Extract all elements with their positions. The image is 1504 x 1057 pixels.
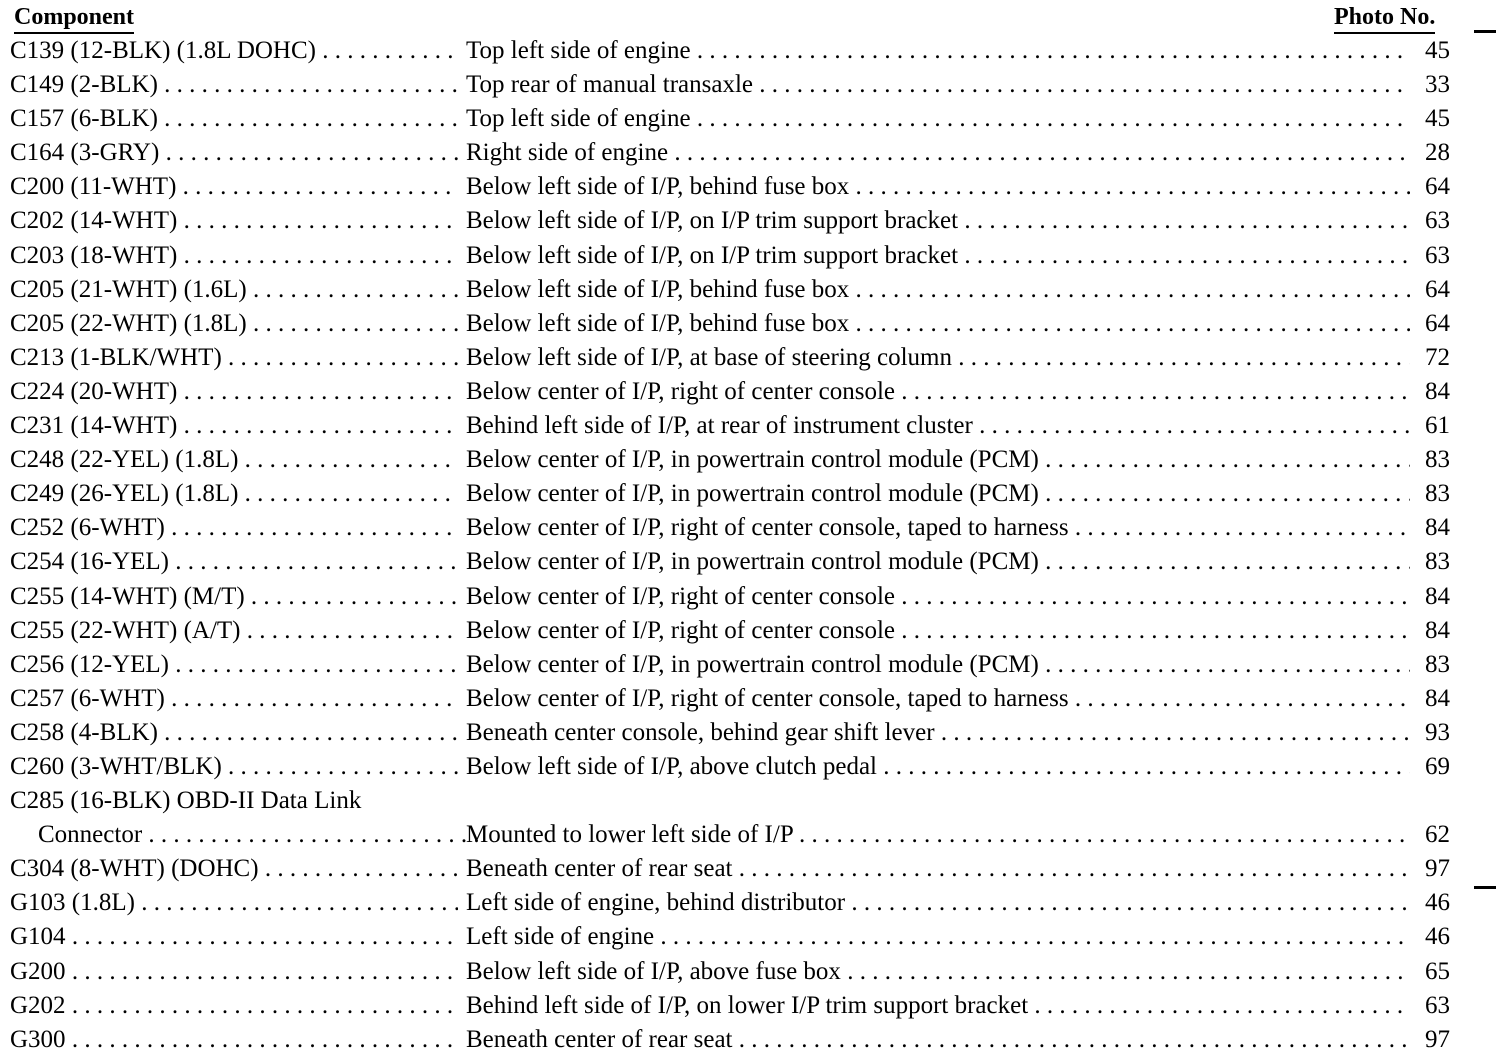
- component-cell: C213 (1-BLK/WHT) . . .: [10, 341, 458, 375]
- photo-number-column-header: Photo No.: [1334, 2, 1435, 34]
- component-cell: G200 . . .: [10, 955, 458, 989]
- location-cell: Below center of I/P, in powertrain control module (PCM) . . .: [466, 648, 1410, 682]
- table-row: [0, 716, 1504, 750]
- component-location-list: [0, 34, 1504, 1057]
- table-row: [0, 102, 1504, 136]
- component-cell: C231 (14-WHT) . . .: [10, 409, 458, 443]
- table-row: [0, 375, 1504, 409]
- component-cell: C205 (22-WHT) (1.8L) . . .: [10, 307, 458, 341]
- component-cell: C139 (12-BLK) (1.8L DOHC) . . .: [10, 34, 458, 68]
- component-cell: C203 (18-WHT) . . .: [10, 239, 458, 273]
- table-row: [0, 170, 1504, 204]
- table-row: [0, 784, 1504, 818]
- photo-number-cell: 33: [1425, 71, 1450, 99]
- component-cell: C255 (14-WHT) (M/T) . . .: [10, 580, 458, 614]
- table-row: [0, 886, 1504, 920]
- photo-number-cell: 72: [1425, 343, 1450, 371]
- component-cell: C202 (14-WHT) . . .: [10, 204, 458, 238]
- location-cell: Top rear of manual transaxle . . .: [466, 68, 1410, 102]
- photo-number-cell: 46: [1425, 923, 1450, 951]
- photo-number-cell: 45: [1425, 37, 1450, 64]
- location-cell: Below center of I/P, in powertrain control module (PCM) . . .: [466, 477, 1410, 511]
- photo-number-cell: 93: [1425, 718, 1450, 746]
- table-row: [0, 511, 1504, 545]
- component-cell: C164 (3-GRY) . . .: [10, 136, 458, 170]
- component-cell: C255 (22-WHT) (A/T) . . .: [10, 614, 458, 648]
- component-cell: C252 (6-WHT) . . .: [10, 511, 458, 545]
- component-cell: C224 (20-WHT) . . .: [10, 375, 458, 409]
- margin-tick-mark: [1474, 30, 1496, 33]
- location-cell: Below center of I/P, in powertrain control module (PCM) . . .: [466, 545, 1410, 579]
- photo-number-cell: 63: [1425, 207, 1450, 235]
- photo-number-cell: 84: [1425, 377, 1450, 405]
- location-cell: Below left side of I/P, above clutch pedal . . .: [466, 750, 1410, 784]
- location-cell: Below left side of I/P, behind fuse box . . .: [466, 273, 1410, 307]
- photo-number-cell: 83: [1425, 650, 1450, 678]
- component-column-header: Component: [14, 2, 134, 34]
- location-cell: Below center of I/P, right of center console . . .: [466, 375, 1410, 409]
- component-cell: G103 (1.8L) . . .: [10, 886, 458, 920]
- table-row: [0, 545, 1504, 579]
- table-row: [0, 955, 1504, 989]
- location-cell: Below center of I/P, right of center console . . .: [466, 580, 1410, 614]
- location-cell: Below left side of I/P, on I/P trim support bracket . . .: [466, 204, 1410, 238]
- component-cell: C258 (4-BLK) . . .: [10, 716, 458, 750]
- component-cell: C304 (8-WHT) (DOHC) . . .: [10, 852, 458, 886]
- photo-number-cell: 69: [1425, 752, 1450, 780]
- table-row: [0, 852, 1504, 886]
- photo-number-cell: 64: [1425, 275, 1450, 303]
- component-cell: C257 (6-WHT) . . .: [10, 682, 458, 716]
- photo-number-cell: 63: [1425, 241, 1450, 269]
- table-row: [0, 239, 1504, 273]
- table-row: [0, 68, 1504, 102]
- location-cell: [466, 784, 1410, 818]
- photo-number-cell: 45: [1425, 105, 1450, 133]
- location-cell: Beneath center of rear seat . . .: [466, 852, 1410, 886]
- component-cell: C254 (16-YEL) . . .: [10, 545, 458, 579]
- location-cell: Below left side of I/P, on I/P trim support bracket . . .: [466, 239, 1410, 273]
- component-cell: C205 (21-WHT) (1.6L) . . .: [10, 273, 458, 307]
- table-row: [0, 34, 1504, 68]
- photo-number-cell: 63: [1425, 991, 1450, 1019]
- component-cell: Connector . . .: [10, 818, 486, 852]
- table-row: [0, 989, 1504, 1023]
- photo-number-cell: 62: [1425, 821, 1450, 849]
- location-cell: Mounted to lower left side of I/P . . .: [466, 818, 1410, 852]
- table-row: [0, 750, 1504, 784]
- location-cell: Below left side of I/P, at base of steering column . . .: [466, 341, 1410, 375]
- photo-number-cell: 64: [1425, 309, 1450, 337]
- photo-number-cell: 84: [1425, 514, 1450, 542]
- photo-number-cell: 83: [1425, 548, 1450, 576]
- table-row: [0, 614, 1504, 648]
- table-row: [0, 136, 1504, 170]
- table-row: [0, 648, 1504, 682]
- component-cell: C248 (22-YEL) (1.8L) . . .: [10, 443, 458, 477]
- location-cell: Top left side of engine . . .: [466, 34, 1410, 68]
- component-cell: C200 (11-WHT) . . .: [10, 170, 458, 204]
- location-cell: Below left side of I/P, behind fuse box . . .: [466, 170, 1410, 204]
- table-row: [0, 477, 1504, 511]
- component-cell: G300 . . .: [10, 1023, 458, 1057]
- photo-number-cell: 28: [1425, 139, 1450, 167]
- photo-number-cell: 61: [1425, 412, 1450, 440]
- component-cell: C285 (16-BLK) OBD-II Data Link: [10, 787, 362, 815]
- component-cell: C249 (26-YEL) (1.8L) . . .: [10, 477, 458, 511]
- location-cell: Right side of engine . . .: [466, 136, 1410, 170]
- photo-number-cell: 83: [1425, 480, 1450, 508]
- table-row: [0, 682, 1504, 716]
- location-cell: Left side of engine, behind distributor . . .: [466, 886, 1410, 920]
- photo-number-cell: 84: [1425, 684, 1450, 712]
- table-row: [0, 273, 1504, 307]
- photo-number-cell: [1410, 784, 1450, 818]
- component-cell: C149 (2-BLK) . . .: [10, 68, 458, 102]
- table-row: [0, 341, 1504, 375]
- photo-number-cell: 65: [1425, 957, 1450, 985]
- table-row: [0, 409, 1504, 443]
- photo-number-cell: 84: [1425, 582, 1450, 610]
- location-cell: Below left side of I/P, behind fuse box . . .: [466, 307, 1410, 341]
- location-cell: Below center of I/P, right of center console . . .: [466, 614, 1410, 648]
- location-cell: Beneath center console, behind gear shift lever . . .: [466, 716, 1410, 750]
- component-cell: C260 (3-WHT/BLK) . . .: [10, 750, 458, 784]
- location-cell: Beneath center of rear seat . . .: [466, 1023, 1410, 1057]
- table-row: [0, 580, 1504, 614]
- table-row: [0, 818, 1504, 852]
- table-row: [0, 1023, 1504, 1057]
- photo-number-cell: 83: [1425, 446, 1450, 474]
- photo-number-cell: 97: [1425, 855, 1450, 883]
- photo-number-cell: 97: [1425, 1025, 1450, 1053]
- location-cell: Below center of I/P, right of center console, taped to harness . . .: [466, 682, 1410, 716]
- location-cell: Behind left side of I/P, at rear of instrument cluster . . .: [466, 409, 1410, 443]
- table-row: [0, 204, 1504, 238]
- photo-number-cell: 84: [1425, 616, 1450, 644]
- component-cell: C256 (12-YEL) . . .: [10, 648, 458, 682]
- table-row: [0, 443, 1504, 477]
- location-cell: Top left side of engine . . .: [466, 102, 1410, 136]
- table-row: [0, 920, 1504, 954]
- location-cell: Below left side of I/P, above fuse box . . .: [466, 955, 1410, 989]
- location-cell: Left side of engine . . .: [466, 920, 1410, 954]
- component-cell: C157 (6-BLK) . . .: [10, 102, 458, 136]
- photo-number-cell: 64: [1425, 173, 1450, 201]
- location-cell: Below center of I/P, right of center console, taped to harness . . .: [466, 511, 1410, 545]
- component-cell: G104 . . .: [10, 920, 458, 954]
- photo-number-cell: 46: [1425, 889, 1450, 917]
- component-cell: G202 . . .: [10, 989, 458, 1023]
- location-cell: Behind left side of I/P, on lower I/P trim support bracket . . .: [466, 989, 1410, 1023]
- table-row: [0, 307, 1504, 341]
- location-cell: Below center of I/P, in powertrain control module (PCM) . . .: [466, 443, 1410, 477]
